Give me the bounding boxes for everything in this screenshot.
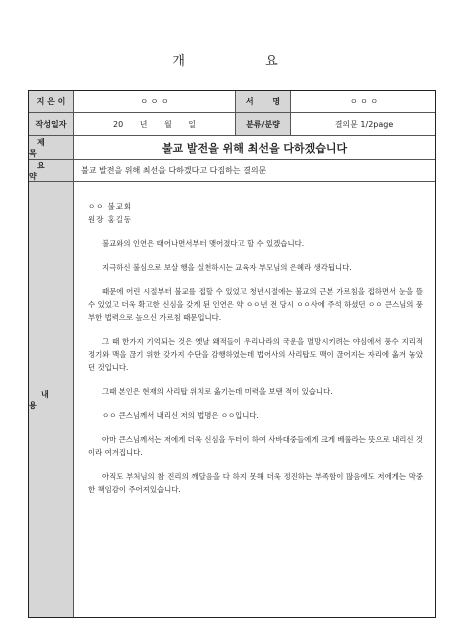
summary-label: 요 약 — [29, 160, 74, 181]
address-line-name: 원장 홍길동 — [88, 215, 133, 224]
content-paragraph: 때문에 어린 시절부터 불교를 접할 수 있었고 청년시절에는 불교의 근본 가르침을 접하면서 눈을 뜰 수 있었고 더욱 확고한 신심을 갖게 된 인연은 약 ㅇㅇ년 전 당시 ㅇㅇ사에 주석 하셨던 ㅇㅇ 큰스님의 풍부한 법력으로 높으신 가르침 때문입니다. — [88, 287, 423, 322]
content-body — [74, 182, 435, 617]
content-paragraph: 그 때 한가지 기억되는 것은 옛날 왜적들이 우리나라의 국운을 멸망시키려는 야심에서 풍수 지리적 정기와 맥을 끊기 위한 갖가지 수단을 감행하였는데 법어사의 사리탑도 맥이 끊어지는 자리에 옮겨 놓았던 것입니다. — [88, 337, 423, 372]
content-paragraph: 아직도 부처님의 참 진리의 깨달음을 다 하지 못해 더욱 정진하는 부족함이 많음에도 저에게는 막중한 책임감이 주어져있습니다. — [88, 472, 423, 494]
category-value: 결의문 1/2page — [334, 119, 394, 129]
book-name-value: ㅇ ㅇ ㅇ — [349, 97, 379, 106]
row-author — [29, 91, 435, 113]
subject-label: 제 목 — [29, 136, 74, 159]
address-block — [88, 200, 423, 226]
date-label: 작성일자 — [29, 113, 74, 135]
content-paragraph: ㅇㅇ 큰스님께서 내리신 저의 법명은 ㅇㅇ입니다. — [102, 411, 259, 420]
row-subject — [29, 136, 435, 160]
date-value: 20 년 월 일 — [74, 113, 236, 135]
summary-value: 불교 발전을 위해 최선을 다하겠다고 다짐하는 결의문 — [81, 166, 267, 175]
row-summary — [29, 160, 435, 182]
page-title: 개 요 — [172, 54, 316, 69]
category-label: 분류/분량 — [236, 113, 291, 135]
row-content — [29, 182, 435, 617]
content-paragraph: 아마 큰스님께서는 저에게 더욱 신심을 두터이 하여 사바대중들에게 크게 베풀라는 뜻으로 내리신 것이라 여겨집니다. — [88, 435, 423, 457]
subject-value: 불교 발전을 위해 최선을 다하겠습니다 — [161, 141, 348, 155]
author-label: 지 은 이 — [29, 91, 74, 112]
summary-form — [28, 90, 436, 618]
content-paragraph: 그때 본인은 현재의 사리탑 위치로 옮기는데 미력을 보탠 적이 있습니다. — [102, 387, 333, 396]
content-paragraph: 지극하신 불심으로 보살 행을 실천하시는 교육자 부모님의 은혜라 생각됩니다. — [102, 263, 352, 272]
row-date — [29, 113, 435, 136]
content-paragraph: 불교와의 인연은 태어나면서부터 맺어졌다고 할 수 있겠습니다. — [102, 239, 305, 248]
content-label: 내 용 — [29, 182, 74, 617]
address-line-org: ㅇㅇ 불교회 — [88, 202, 133, 211]
book-name-label: 서 명 — [236, 91, 291, 112]
author-value: ㅇ ㅇ ㅇ — [74, 91, 236, 112]
